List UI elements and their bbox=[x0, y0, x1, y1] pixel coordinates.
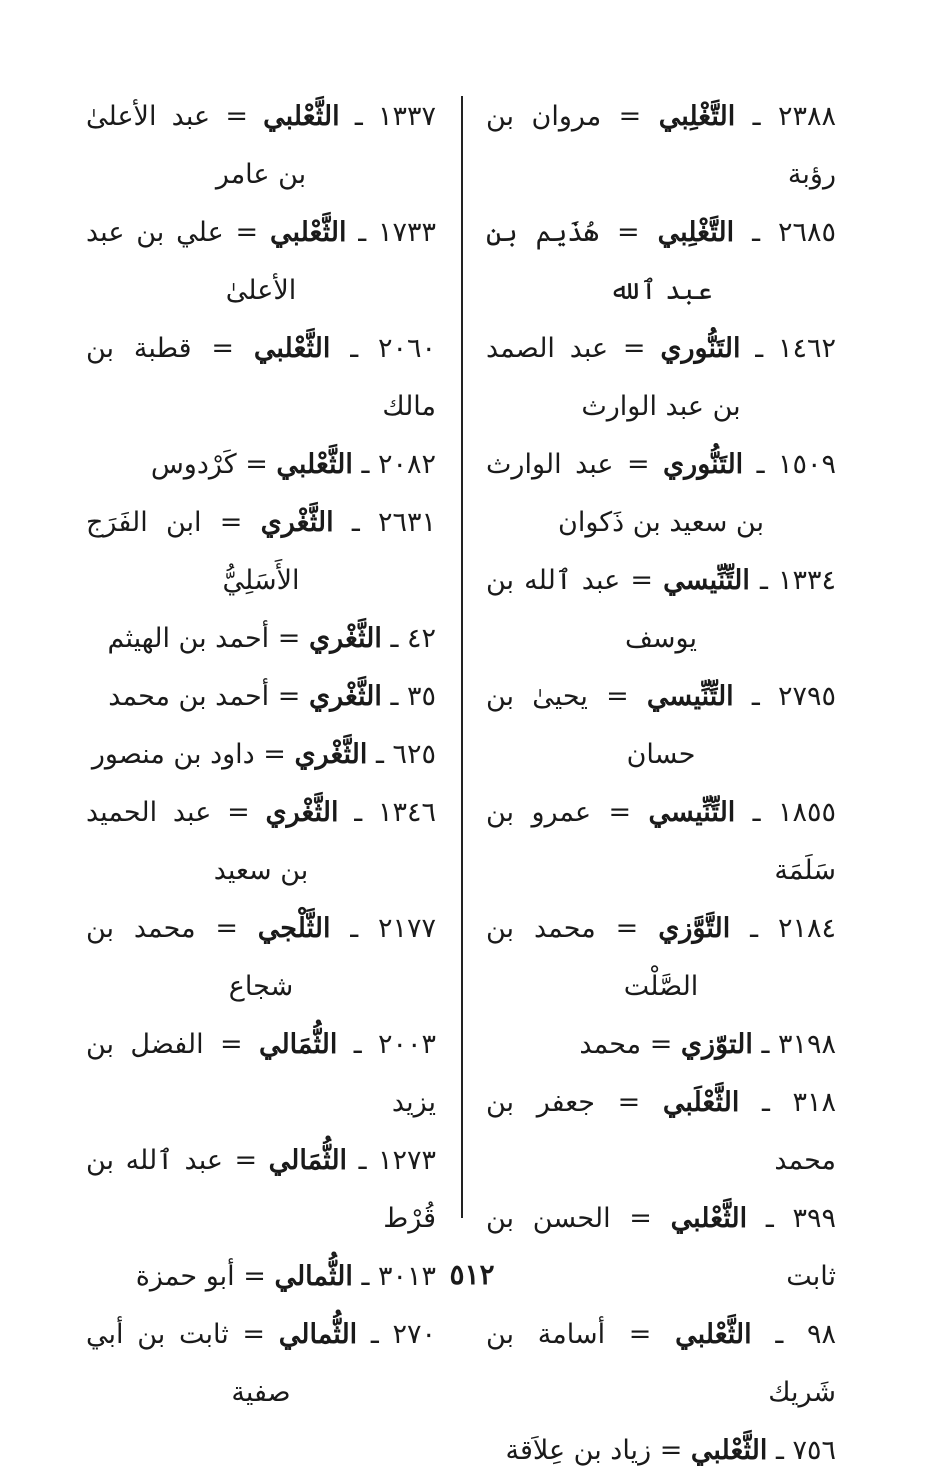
index-entry: ١٣٤٦ ـ الثَّغْري = عبد الحميد بن سعيد bbox=[86, 797, 436, 886]
entry-number: ٦٢٥ bbox=[392, 739, 436, 770]
entry-number: ٣٩٩ bbox=[792, 1203, 836, 1234]
index-entry: ١٨٥٥ ـ التِّنِّيسي = عمرو بن سَلَمَة bbox=[486, 797, 837, 886]
entry-term: الثَّعْلبي bbox=[253, 333, 331, 364]
entry-term: الثُّمالي bbox=[274, 1261, 353, 1292]
entry-name: عبد ٱلله بن قُرْط bbox=[86, 1145, 436, 1234]
entry-term: الثَّغْري bbox=[265, 797, 339, 828]
entry-term: الثَّعْلبي bbox=[670, 1203, 748, 1234]
entry-name: زياد بن عِلاَقة bbox=[505, 1435, 652, 1466]
entry-term: الثَّعْلَبي bbox=[662, 1087, 740, 1118]
entry-number: ٢١٧٧ bbox=[377, 913, 436, 944]
entry-term: التِّنِّيسي bbox=[663, 565, 750, 596]
index-entry: ٢١٨٤ ـ التَّوَّزي = محمد بن الصَّلْت bbox=[486, 913, 837, 1002]
entry-term: الثَّغْري bbox=[260, 507, 334, 538]
entry-term: الثَّغْري bbox=[308, 623, 382, 654]
index-entry: ٢٦٨٥ ـ التَّغْلِبي = هُذَيم بن عبد ٱلله bbox=[486, 217, 837, 306]
entry-term: التِّنِّيسي bbox=[648, 797, 736, 828]
entry-name: عبد الصمد بن عبد الوارث bbox=[486, 333, 741, 422]
index-entry: ١٢٧٣ ـ الثُّمَالي = عبد ٱلله بن قُرْط bbox=[86, 1145, 436, 1234]
entry-term: التَنُّوري bbox=[663, 449, 744, 480]
index-entry: ٣١٨ ـ الثَّعْلَبي = جعفر بن محمد bbox=[486, 1087, 837, 1176]
entry-number: ٧٥٦ bbox=[792, 1435, 836, 1466]
index-entry: ٣٥ ـ الثَّغْري = أحمد بن محمد bbox=[108, 681, 436, 712]
entry-name: ابن الفَرَج الأَسَلِيُّ bbox=[86, 507, 300, 596]
entry-name: مروان بن رؤبة bbox=[486, 101, 836, 190]
entry-name: أحمد بن الهيثم bbox=[107, 623, 270, 654]
entry-name: جعفر بن محمد bbox=[486, 1087, 836, 1176]
index-entry: ١٣٣٧ ـ الثَّعْلبي = عبد الأعلىٰ بن عامر bbox=[86, 101, 437, 190]
entry-term: التَنُّوري bbox=[660, 333, 741, 364]
entry-number: ٣١٨ bbox=[792, 1087, 837, 1118]
entry-term: الثُّمَالي bbox=[258, 1029, 338, 1060]
entry-term: الثَّغْري bbox=[294, 739, 368, 770]
entry-term: الثَّعْلبي bbox=[263, 101, 340, 132]
entry-number: ٢٠٨٢ bbox=[377, 449, 436, 480]
entry-name: محمد بن شجاع bbox=[86, 913, 294, 1002]
index-entry: ٩٨ ـ الثَّعْلبي = أسامة بن شَريك bbox=[486, 1319, 836, 1408]
entry-name: محمد بن الصَّلْت bbox=[486, 913, 699, 1002]
entry-name: داود بن منصور bbox=[91, 739, 255, 770]
entry-name: عبد الوارث بن سعيد بن ذَكوان bbox=[486, 449, 764, 538]
entry-number: ٢١٨٤ bbox=[778, 913, 837, 944]
entry-name: كَرْدوس bbox=[150, 449, 237, 480]
entry-number: ٢٠٦٠ bbox=[377, 333, 436, 364]
entry-name: الفضل بن يزيد bbox=[86, 1029, 436, 1118]
index-entry: ٢٧٩٥ ـ التِّنِّيسي = يحيىٰ بن حسان bbox=[486, 681, 837, 770]
entry-name: عبد الحميد بن سعيد bbox=[86, 797, 309, 886]
index-entry: ١٥٠٩ ـ التَنُّوري = عبد الوارث بن سعيد بن ذَكوان bbox=[486, 449, 836, 538]
entry-term: التَّغْلِبي bbox=[657, 217, 735, 248]
entry-name: أحمد بن محمد bbox=[108, 681, 270, 712]
index-entry: ٢٠٠٣ ـ الثُّمَالي = الفضل بن يزيد bbox=[86, 1029, 436, 1118]
entry-number: ١٤٦٢ bbox=[777, 333, 836, 364]
column-divider bbox=[461, 96, 463, 1218]
entry-term: التوّزي bbox=[680, 1029, 753, 1060]
index-entry: ٧٥٦ ـ الثَّعْلبي = زياد بن عِلاَقة bbox=[505, 1435, 836, 1466]
entry-number: ٢٣٨٨ bbox=[777, 101, 836, 132]
entry-number: ١٣٣٤ bbox=[778, 565, 837, 596]
index-entry: ١٣٣٤ ـ التِّنِّيسي = عبد ٱلله بن يوسف bbox=[486, 565, 837, 654]
entry-number: ١٥٠٩ bbox=[777, 449, 836, 480]
entry-name: علي بن عبد الأعلىٰ bbox=[86, 217, 297, 306]
index-entry: ١٧٣٣ ـ الثَّعْلبي = علي بن عبد الأعلىٰ bbox=[86, 217, 437, 306]
index-entry: ٢٠٦٠ ـ الثَّعْلبي = قطبة بن مالك bbox=[86, 333, 436, 422]
index-entry: ٣٠١٣ ـ الثُّمالي = أبو حمزة bbox=[135, 1261, 436, 1292]
entry-term: التَّوَّزي bbox=[658, 913, 731, 944]
entry-name: قطبة بن مالك bbox=[86, 333, 436, 422]
entry-number: ٢٧٩٥ bbox=[778, 681, 837, 712]
entry-term: الثَّعْلبي bbox=[269, 217, 347, 248]
index-entry: ٢٦٣١ ـ الثَّغْري = ابن الفَرَج الأَسَلِيُّ bbox=[86, 507, 436, 596]
entry-number: ٩٨ bbox=[806, 1319, 836, 1350]
entry-name: عبد ٱلله بن يوسف bbox=[486, 565, 698, 654]
index-entry: ١٤٦٢ ـ التَنُّوري = عبد الصمد بن عبد الوارث bbox=[486, 333, 836, 422]
entry-name: أبو حمزة bbox=[135, 1261, 235, 1292]
entry-term: الثَّعْلبي bbox=[276, 449, 353, 480]
entry-name: أسامة بن شَريك bbox=[486, 1319, 836, 1408]
entry-term: التَّغْلِبي bbox=[658, 101, 736, 132]
index-entry: ٤٢ ـ الثَّغْري = أحمد بن الهيثم bbox=[107, 623, 436, 654]
entry-number: ٢٠٠٣ bbox=[377, 1029, 436, 1060]
entry-name: عمرو بن سَلَمَة bbox=[486, 797, 836, 886]
entry-term: الثَّعْلبي bbox=[675, 1319, 752, 1350]
index-entry: ٢٣٨٨ ـ التَّغْلِبي = مروان بن رؤبة bbox=[486, 101, 836, 190]
entry-term: الثَّعْلبي bbox=[690, 1435, 768, 1466]
index-column-left bbox=[86, 88, 436, 1422]
entry-number: ٢٧٠ bbox=[392, 1319, 436, 1350]
entry-number: ٢٦٨٥ bbox=[778, 217, 837, 248]
index-entry: ٣٩٩ ـ الثَّعْلبي = الحسن بن ثابت bbox=[486, 1203, 836, 1292]
entry-number: ١٧٣٣ bbox=[378, 217, 437, 248]
entry-number: ٣٠١٣ bbox=[377, 1261, 436, 1292]
index-entry: ٢٧٠ ـ الثُّمالي = ثابت بن أبي صفية bbox=[86, 1319, 436, 1408]
entry-name: عبد الأعلىٰ بن عامر bbox=[86, 101, 307, 190]
entry-number: ٣٥ bbox=[406, 681, 436, 712]
entry-name: الحسن بن ثابت bbox=[486, 1203, 836, 1292]
entry-number: ١٣٣٧ bbox=[378, 101, 437, 132]
index-entry: ٣١٩٨ ـ التوّزي = محمد bbox=[579, 1029, 836, 1060]
index-entry: ٢٠٨٢ ـ الثَّعْلبي = كَرْدوس bbox=[150, 449, 436, 480]
entry-name: ثابت بن أبي صفية bbox=[86, 1319, 291, 1408]
entry-number: ٢٦٣١ bbox=[377, 507, 436, 538]
entry-term: الثُّمَالي bbox=[268, 1145, 348, 1176]
entry-term: التِّنِّيسي bbox=[646, 681, 734, 712]
index-entry: ٦٢٥ ـ الثَّغْري = داود بن منصور bbox=[91, 739, 436, 770]
entry-term: الثُّمالي bbox=[278, 1319, 358, 1350]
entry-name: يحيىٰ بن حسان bbox=[486, 681, 696, 770]
page-number: ٥١٢ bbox=[449, 1258, 495, 1291]
entry-number: ١٣٤٦ bbox=[377, 797, 436, 828]
entry-number: ١٨٥٥ bbox=[778, 797, 837, 828]
entry-name: هُذَيم بن عبد ٱلله bbox=[486, 217, 713, 306]
entry-name: محمد bbox=[579, 1029, 642, 1060]
entry-term: الثَّلْجي bbox=[257, 913, 331, 944]
entry-number: ١٢٧٣ bbox=[377, 1145, 436, 1176]
entry-term: الثَّغْري bbox=[308, 681, 382, 712]
index-entry: ٢١٧٧ ـ الثَّلْجي = محمد بن شجاع bbox=[86, 913, 436, 1002]
entry-number: ٣١٩٨ bbox=[777, 1029, 836, 1060]
entry-number: ٤٢ bbox=[406, 623, 436, 654]
